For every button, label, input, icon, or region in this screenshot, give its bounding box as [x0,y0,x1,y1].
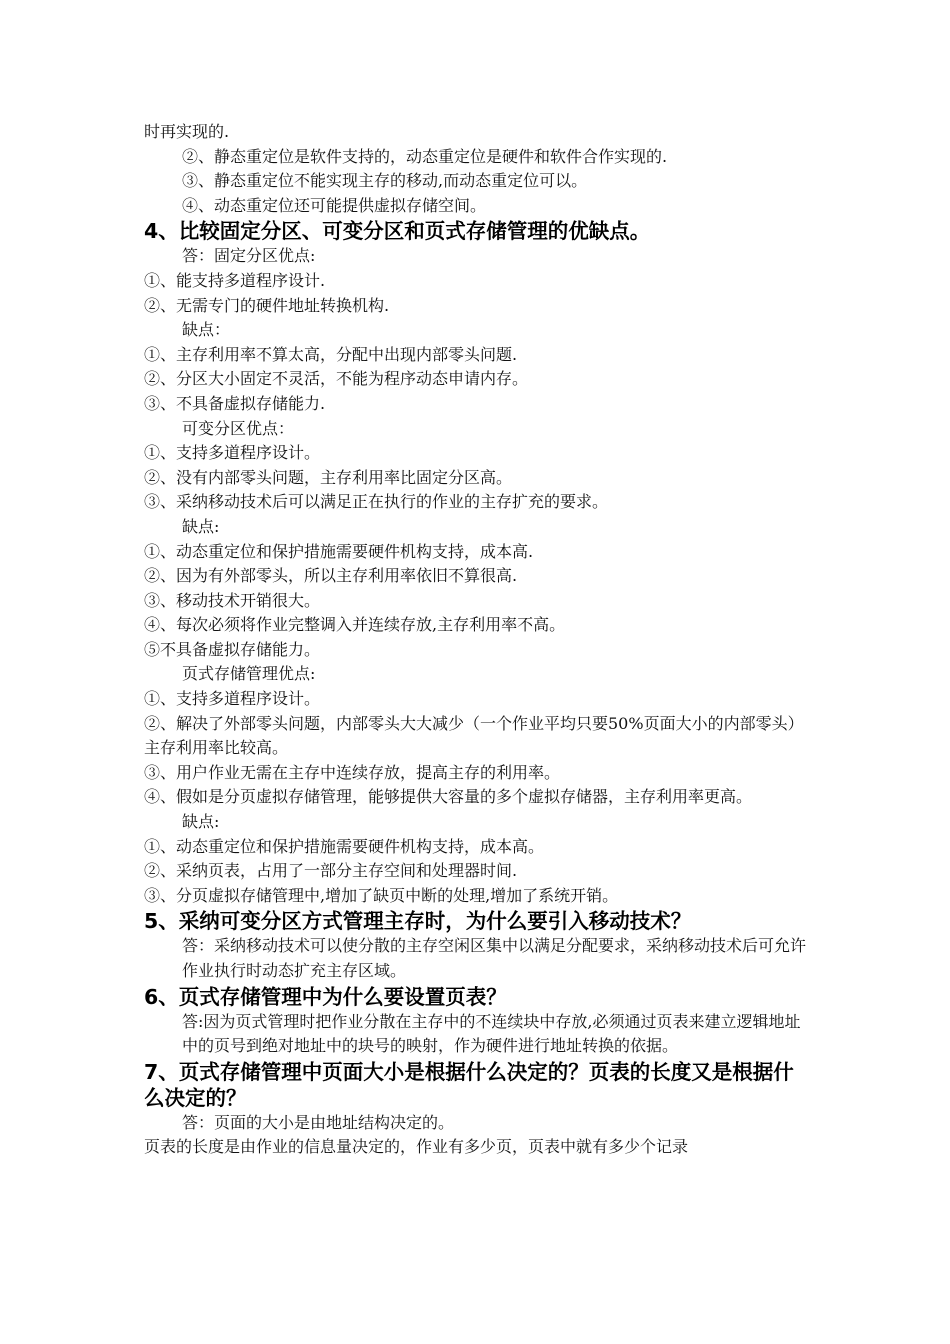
text-line: 答：固定分区优点: [182,246,316,266]
text-line: ④、假如是分页虚拟存储管理，能够提供大容量的多个虚拟存储器，主存利用率更高。 [144,787,753,807]
section-heading: 6、页式存储管理中为什么要设置页表？ [144,984,507,1009]
section-heading: 4、比较固定分区、可变分区和页式存储管理的优缺点。 [144,219,651,244]
text-line: ②、因为有外部零头，所以主存利用率依旧不算很高. [144,566,518,586]
text-line: 缺点: [182,812,220,832]
text-line: ④、动态重定位还可能提供虚拟存储空间。 [182,195,487,215]
text-line: ①、动态重定位和保护措施需要硬件机构支持，成本高. [144,541,534,561]
text-line: ⑤不具备虚拟存储能力。 [144,639,321,659]
text-line: ③、分页虚拟存储管理中,增加了缺页中断的处理,增加了系统开销。 [144,885,619,905]
text-line: 时再实现的. [144,122,230,141]
text-line: ④、每次必须将作业完整调入并连续存放,主存利用率不高。 [144,615,566,635]
text-line: 页表的长度是由作业的信息量决定的，作业有多少页，页表中就有多少个记录 [144,1137,689,1157]
text-line: ②、分区大小固定不灵活，不能为程序动态申请内存。 [144,369,529,389]
text-line: 页式存储管理优点: [182,664,316,684]
section-heading: 5、采纳可变分区方式管理主存时，为什么要引入移动技术？ [144,909,692,934]
section-heading: 7、页式存储管理中页面大小是根据什么决定的？页表的长度又是根据什么决定的？ [144,1059,794,1110]
text-line: ③、不具备虚拟存储能力. [144,393,326,413]
text-line: ②、采纳页表，占用了一部分主存空间和处理器时间. [144,861,518,881]
text-line: 答:因为页式管理时把作业分散在主存中的不连续块中存放,必须通过页表来建立逻辑地址中的页号到绝对地址中的块号的映射，作为硬件进行地址转换的依据。 [182,1011,801,1056]
text-line: ③、用户作业无需在主存中连续存放，提高主存的利用率。 [144,762,561,782]
text-line: 可变分区优点： [182,418,295,438]
document-body [144,120,808,1160]
text-line: ②、无需专门的硬件地址转换机构. [144,295,390,315]
text-line: ③、采纳移动技术后可以满足正在执行的作业的主存扩充的要求。 [144,492,609,512]
text-line: 缺点: [182,516,220,536]
text-line: ②、没有内部零头问题，主存利用率比固定分区高。 [144,467,513,487]
text-line: ③、静态重定位不能实现主存的移动,而动态重定位可以。 [182,171,588,191]
text-line: ②、静态重定位是软件支持的，动态重定位是硬件和软件合作实现的. [182,146,668,166]
text-line: ①、能支持多道程序设计. [144,270,326,290]
text-line: ③、移动技术开销很大。 [144,590,321,610]
text-line: ①、主存利用率不算太高，分配中出现内部零头问题. [144,344,518,364]
text-line: ②、解决了外部零头问题，内部零头大大减少（一个作业平均只要50%页面大小的内部零头）主存利用率比较高。 [144,713,804,758]
text-line: 答：页面的大小是由地址结构决定的。 [182,1112,455,1132]
text-line: ①、动态重定位和保护措施需要硬件机构支持，成本高。 [144,836,545,856]
text-line: 缺点： [182,320,231,340]
text-line: 答：采纳移动技术可以使分散的主存空闲区集中以满足分配要求，采纳移动技术后可允许作业执行时动态扩充主存区域。 [182,936,807,980]
text-line: ①、支持多道程序设计。 [144,689,321,709]
text-line: ①、支持多道程序设计。 [144,443,321,463]
